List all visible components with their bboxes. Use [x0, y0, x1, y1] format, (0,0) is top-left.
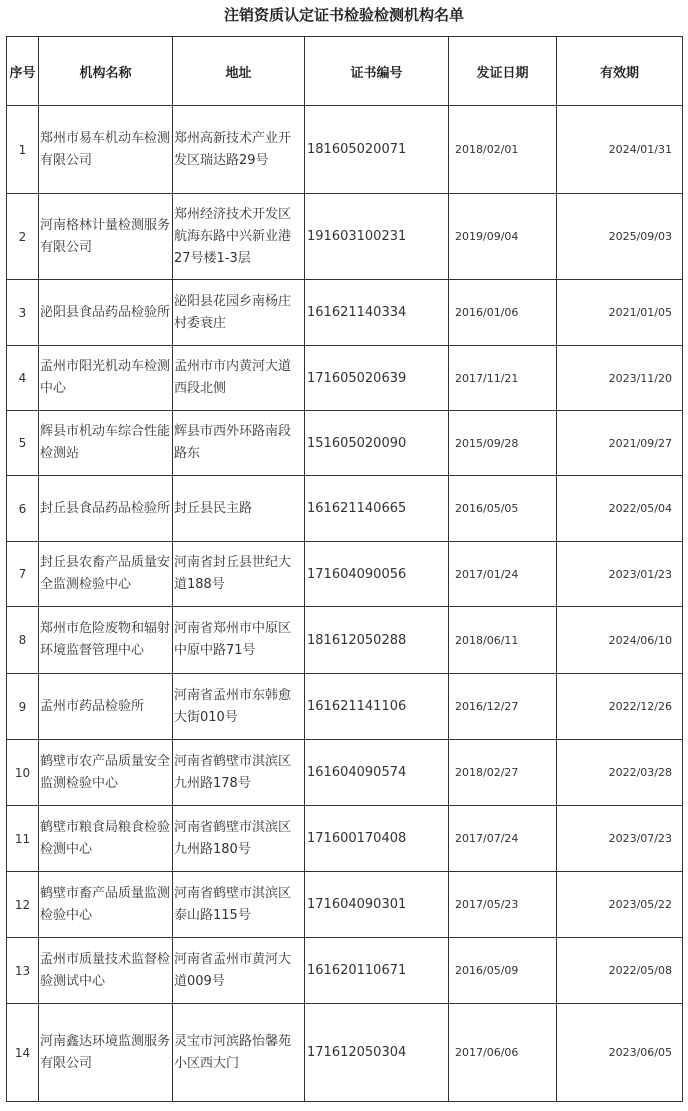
row-number: 5 — [7, 411, 39, 476]
agency-name: 泌阳县食品药品检验所 — [39, 280, 173, 346]
table-row — [7, 1004, 683, 1102]
page-title: 注销资质认定证书检验检测机构名单 — [223, 6, 464, 24]
certificate-number: 181612050288 — [305, 607, 449, 674]
header-valid-until: 有效期 — [557, 37, 683, 106]
issue-date: 2016/05/09 — [449, 938, 557, 1004]
row-number: 3 — [7, 280, 39, 346]
table-row — [7, 346, 683, 411]
valid-until: 2024/01/31 — [557, 106, 683, 194]
certificate-number: 171612050304 — [305, 1004, 449, 1102]
agency-address: 河南省孟州市黄河大道009号 — [173, 938, 305, 1004]
table-row — [7, 106, 683, 194]
header-no: 序号 — [7, 37, 39, 106]
agency-name: 辉县市机动车综合性能检测站 — [39, 411, 173, 476]
agency-name: 郑州市危险废物和辐射环境监督管理中心 — [39, 607, 173, 674]
row-number: 13 — [7, 938, 39, 1004]
agency-address: 辉县市西外环路南段路东 — [173, 411, 305, 476]
certificate-number: 171604090056 — [305, 542, 449, 607]
agency-address: 河南省郑州市中原区中原中路71号 — [173, 607, 305, 674]
agency-address: 河南省鹤壁市淇滨区泰山路115号 — [173, 872, 305, 938]
agency-name: 鹤壁市农产品质量安全监测检验中心 — [39, 740, 173, 806]
valid-until: 2021/01/05 — [557, 280, 683, 346]
table-row — [7, 674, 683, 740]
issue-date: 2018/02/27 — [449, 740, 557, 806]
valid-until: 2023/11/20 — [557, 346, 683, 411]
table-row — [7, 872, 683, 938]
valid-until: 2022/05/08 — [557, 938, 683, 1004]
agency-name: 孟州市阳光机动车检测中心 — [39, 346, 173, 411]
row-number: 9 — [7, 674, 39, 740]
row-number: 6 — [7, 476, 39, 542]
agency-address: 河南省封丘县世纪大道188号 — [173, 542, 305, 607]
table-row — [7, 806, 683, 872]
row-number: 14 — [7, 1004, 39, 1102]
valid-until: 2022/05/04 — [557, 476, 683, 542]
table-row — [7, 542, 683, 607]
table-row — [7, 607, 683, 674]
valid-until: 2023/07/23 — [557, 806, 683, 872]
certificate-number: 151605020090 — [305, 411, 449, 476]
valid-until: 2023/05/22 — [557, 872, 683, 938]
issue-date: 2017/11/21 — [449, 346, 557, 411]
issue-date: 2015/09/28 — [449, 411, 557, 476]
table-row — [7, 411, 683, 476]
valid-until: 2025/09/03 — [557, 194, 683, 280]
certificate-number: 161620110671 — [305, 938, 449, 1004]
valid-until: 2022/03/28 — [557, 740, 683, 806]
certificate-number: 171600170408 — [305, 806, 449, 872]
certificate-number: 171604090301 — [305, 872, 449, 938]
certificate-number: 171605020639 — [305, 346, 449, 411]
agency-address: 郑州经济技术开发区航海东路中兴新业港27号楼1-3层 — [173, 194, 305, 280]
row-number: 2 — [7, 194, 39, 280]
row-number: 12 — [7, 872, 39, 938]
header-cert-no: 证书编号 — [305, 37, 449, 106]
issue-date: 2017/05/23 — [449, 872, 557, 938]
table-row — [7, 476, 683, 542]
agency-name: 郑州市易车机动车检测有限公司 — [39, 106, 173, 194]
certificate-number: 191603100231 — [305, 194, 449, 280]
certificate-number: 161621140334 — [305, 280, 449, 346]
table-row — [7, 280, 683, 346]
row-number: 10 — [7, 740, 39, 806]
valid-until: 2023/06/05 — [557, 1004, 683, 1102]
issue-date: 2018/02/01 — [449, 106, 557, 194]
valid-until: 2024/06/10 — [557, 607, 683, 674]
agency-address: 郑州高新技术产业开发区瑞达路29号 — [173, 106, 305, 194]
agency-name: 封丘县农畜产品质量安全监测检验中心 — [39, 542, 173, 607]
agency-name: 孟州市质量技术监督检验测试中心 — [39, 938, 173, 1004]
valid-until: 2023/01/23 — [557, 542, 683, 607]
row-number: 11 — [7, 806, 39, 872]
agency-name: 封丘县食品药品检验所 — [39, 476, 173, 542]
agency-address: 泌阳县花园乡南杨庄村委衰庄 — [173, 280, 305, 346]
agency-address: 河南省孟州市东韩愈大街010号 — [173, 674, 305, 740]
agency-address: 封丘县民主路 — [173, 476, 305, 542]
table-row — [7, 740, 683, 806]
valid-until: 2021/09/27 — [557, 411, 683, 476]
agency-address: 河南省鹤壁市淇滨区九州路180号 — [173, 806, 305, 872]
header-address: 地址 — [173, 37, 305, 106]
agency-name: 鹤壁市粮食局粮食检验检测中心 — [39, 806, 173, 872]
issue-date: 2016/05/05 — [449, 476, 557, 542]
agency-name: 河南格林计量检测服务有限公司 — [39, 194, 173, 280]
agency-table — [6, 36, 683, 1102]
row-number: 8 — [7, 607, 39, 674]
issue-date: 2016/12/27 — [449, 674, 557, 740]
certificate-number: 161621141106 — [305, 674, 449, 740]
agency-address: 孟州市市内黄河大道西段北侧 — [173, 346, 305, 411]
certificate-number: 181605020071 — [305, 106, 449, 194]
table-row — [7, 938, 683, 1004]
agency-address: 河南省鹤壁市淇滨区九州路178号 — [173, 740, 305, 806]
row-number: 1 — [7, 106, 39, 194]
row-number: 7 — [7, 542, 39, 607]
agency-name: 河南鑫达环境监测服务有限公司 — [39, 1004, 173, 1102]
table-header-row — [7, 37, 683, 106]
certificate-number: 161604090574 — [305, 740, 449, 806]
agency-name: 鹤壁市畜产品质量监测检验中心 — [39, 872, 173, 938]
issue-date: 2017/06/06 — [449, 1004, 557, 1102]
agency-name: 孟州市药品检验所 — [39, 674, 173, 740]
row-number: 4 — [7, 346, 39, 411]
table-row — [7, 194, 683, 280]
header-issue-date: 发证日期 — [449, 37, 557, 106]
issue-date: 2018/06/11 — [449, 607, 557, 674]
header-name: 机构名称 — [39, 37, 173, 106]
issue-date: 2017/07/24 — [449, 806, 557, 872]
issue-date: 2019/09/04 — [449, 194, 557, 280]
valid-until: 2022/12/26 — [557, 674, 683, 740]
issue-date: 2017/01/24 — [449, 542, 557, 607]
agency-address: 灵宝市河滨路怡馨苑小区西大门 — [173, 1004, 305, 1102]
certificate-number: 161621140665 — [305, 476, 449, 542]
issue-date: 2016/01/06 — [449, 280, 557, 346]
